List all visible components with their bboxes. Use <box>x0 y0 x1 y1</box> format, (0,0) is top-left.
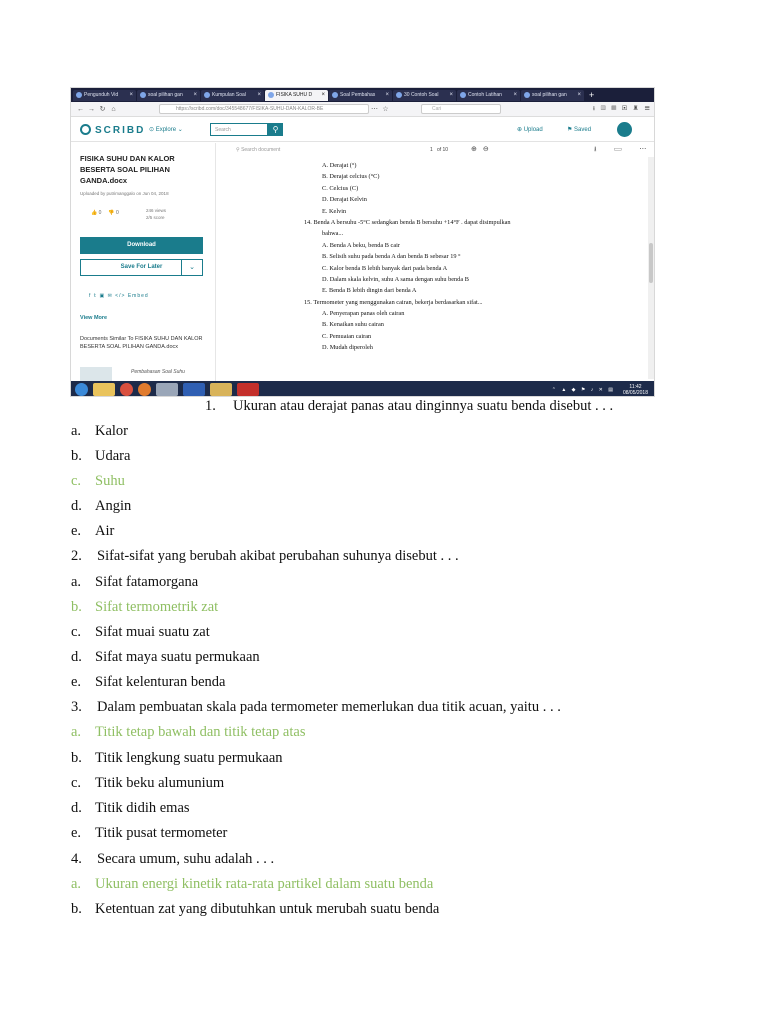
document-stats: 246 views 2/5 score <box>146 208 167 220</box>
uploader-info: Uploaded by putrimanggalo on Jun 04, 2018 <box>80 191 169 196</box>
answer-option <box>71 422 128 440</box>
save-for-later-button[interactable]: Save For Later <box>80 259 203 276</box>
document-line: C. Pemuaian cairan <box>322 332 372 340</box>
document-line: A. Penyerapan panas oleh cairan <box>322 310 405 318</box>
question-text: Sifat-sifat yang berubah akibat perubahan suhunya disebut . . . <box>97 548 459 564</box>
chevron-down-icon[interactable]: ⌄ <box>181 259 203 276</box>
browser-search-input[interactable]: Cari <box>421 104 501 114</box>
question <box>71 698 561 716</box>
search-input[interactable]: Search <box>210 123 268 136</box>
document-line: B. Selisih suhu pada benda A dan benda B sebesar 19 ° <box>322 253 461 261</box>
search-icon[interactable]: ⚲ <box>268 123 283 136</box>
option-letter: b. <box>71 901 82 917</box>
option-text: Titik tetap bawah dan titik tetap atas <box>95 724 306 740</box>
option-text: Titik lengkung suatu permukaan <box>95 750 283 766</box>
reload-icon[interactable]: ↻ <box>99 106 106 113</box>
zoom-icons[interactable]: ⊕⊖ <box>471 146 495 153</box>
option-letter: e. <box>71 674 82 690</box>
option-text: Sifat muai suatu zat <box>95 624 210 640</box>
option-letter: c. <box>71 775 82 791</box>
tab-label: Kumpulan Soal <box>212 92 246 98</box>
option-text: Kalor <box>95 423 129 439</box>
close-icon[interactable]: × <box>257 92 261 98</box>
question-text: Dalam pembuatan skala pada termometer memerlukan dua titik acuan, yaitu . . . <box>97 699 561 715</box>
forward-arrow-icon[interactable]: → <box>88 105 95 113</box>
question-number: 4. <box>71 851 82 867</box>
tab-label: soal pilihan gan <box>532 92 567 98</box>
option-letter: b. <box>71 448 82 464</box>
address-bar[interactable]: https://scribd.com/doc/345548677/FISIKA-SUHU-DAN-KALOR-BE <box>159 104 369 114</box>
option-letter: e. <box>71 523 82 539</box>
document-line: D. Derajat Kelvin <box>322 196 367 204</box>
close-icon[interactable]: × <box>385 92 389 98</box>
share-links[interactable]: f 𝕥 ▣ ✉ </> Embed <box>89 293 149 299</box>
question <box>71 547 459 565</box>
download-button[interactable]: Download <box>80 237 203 254</box>
tab-label: Pengunduh Vid <box>84 92 119 98</box>
tray-icons[interactable]: ⌃ ▲ ◆ ⚑ ♪ ✕ ▤ <box>551 386 615 393</box>
answer-option <box>71 623 210 641</box>
answer-option <box>71 824 227 842</box>
close-icon[interactable]: × <box>321 92 325 98</box>
new-tab-button[interactable]: + <box>589 90 595 100</box>
option-text: Titik didih emas <box>95 800 190 816</box>
option-letter: c. <box>71 473 82 489</box>
tab-label: soal pilihan gan <box>148 92 183 98</box>
download-icon[interactable]: ⭳ ▭ ⋯ <box>594 146 655 153</box>
option-letter: a. <box>71 423 82 439</box>
document-line: 15. Termometer yang menggunakan cairan, bekerja berdasarkan sifat... <box>304 298 483 306</box>
document-line: A. Derajat (°) <box>322 162 357 169</box>
option-text: Udara <box>95 448 131 464</box>
answer-option <box>71 598 218 616</box>
question-number: 1. <box>205 398 216 414</box>
option-text: Titik beku alumunium <box>95 775 225 791</box>
close-icon[interactable]: × <box>577 92 581 98</box>
question-text: Ukuran atau derajat panas atau dinginnya suatu benda disebut . . . <box>233 398 614 414</box>
option-text: Sifat kelenturan benda <box>95 674 226 690</box>
answer-option <box>71 723 305 741</box>
document-title: FISIKA SUHU DAN KALOR BESERTA SOAL PILIHAN GANDA.docx <box>80 154 175 185</box>
answer-option <box>71 497 131 515</box>
option-letter: a. <box>71 724 82 740</box>
tab-label: FISIKA SUHU D <box>276 92 313 98</box>
option-letter: d. <box>71 649 82 665</box>
document-line: E. Kelvin <box>322 207 347 215</box>
back-arrow-icon[interactable]: ← <box>77 105 84 113</box>
answer-option <box>71 447 130 465</box>
question <box>205 397 613 415</box>
option-letter: b. <box>71 599 82 615</box>
close-icon[interactable]: × <box>449 92 453 98</box>
tab-label: Soal Pembahas <box>340 92 376 98</box>
home-icon[interactable]: ⌂ <box>111 105 116 113</box>
option-letter: c. <box>71 624 82 640</box>
question <box>71 850 274 868</box>
option-text: Titik pusat termometer <box>95 825 228 841</box>
upload-button[interactable]: ⊕ Upload <box>517 127 543 133</box>
answer-option <box>71 648 260 666</box>
answer-option <box>71 472 125 490</box>
option-text: Ukuran energi kinetik rata-rata partikel dalam suatu benda <box>95 876 434 892</box>
option-text: Air <box>95 523 115 539</box>
option-text: Ketentuan zat yang dibutuhkan untuk merubah suatu benda <box>95 901 440 917</box>
answer-option <box>71 673 225 691</box>
option-text: Sifat fatamorgana <box>95 574 199 590</box>
close-icon[interactable]: × <box>513 92 517 98</box>
option-text: Angin <box>95 498 132 514</box>
more-icon[interactable]: ⋯ <box>371 106 378 113</box>
option-letter: b. <box>71 750 82 766</box>
similar-document-title[interactable]: Pembahasan Soal Suhu <box>131 369 185 375</box>
option-letter: d. <box>71 498 82 514</box>
option-letter: d. <box>71 800 82 816</box>
answer-option <box>71 875 433 893</box>
close-icon[interactable]: × <box>193 92 197 98</box>
scribd-logo[interactable]: SCRIBD <box>80 124 145 136</box>
option-text: Sifat maya suatu permukaan <box>95 649 260 665</box>
document-line: B. Derajat celcius (°C) <box>322 173 380 181</box>
answer-option <box>71 799 190 817</box>
question-text: Secara umum, suhu adalah . . . <box>97 851 275 867</box>
rating-buttons[interactable]: 👍 0 👎 0 <box>91 210 119 216</box>
option-letter: a. <box>71 574 82 590</box>
document-line: A. Benda A beku, benda B cair <box>322 241 400 249</box>
option-text: Suhu <box>95 473 125 489</box>
answer-option <box>71 774 224 792</box>
document-line: B. Kenaikan suhu cairan <box>322 321 384 329</box>
tab-label: Contoh Latihan <box>468 92 502 98</box>
option-text: Sifat termometrik zat <box>95 599 219 615</box>
option-letter: a. <box>71 876 82 892</box>
document-line: D. Mudah diperoleh <box>322 344 373 352</box>
answer-option <box>71 522 114 540</box>
explore-menu[interactable]: ⊙ Explore ⌄ <box>149 127 183 133</box>
document-search-input[interactable]: ⚲ Search document <box>236 147 281 153</box>
close-icon[interactable]: × <box>129 92 133 98</box>
thumbs-up-icon[interactable]: 👍 <box>91 210 98 216</box>
tab-label: 30 Contoh Soal <box>404 92 439 98</box>
document-line: bahwa... <box>322 230 344 238</box>
answer-option <box>71 900 439 918</box>
document-line: E. Benda B lebih dingin dari benda A <box>322 287 417 295</box>
clock[interactable]: 11:42 08/05/2018 <box>622 383 648 396</box>
page-indicator[interactable]: 1 of 10 <box>430 147 449 153</box>
toolbar-icons[interactable]: ⭳ ▥ ▦ ▣ ♜ ☰ <box>592 106 652 112</box>
saved-button[interactable]: ⚑ Saved <box>567 127 592 133</box>
document-line: 14. Benda A bersuhu -5°C sedangkan benda B bersuhu +14°F . dapat disimpulkan <box>304 218 511 226</box>
thumbs-down-icon[interactable]: 👎 <box>108 210 115 216</box>
option-letter: e. <box>71 825 82 841</box>
similar-documents-heading: Documents Similar To FISIKA SUHU DAN KALOR BESERTA SOAL PILIHAN GANDA.docx <box>80 336 203 350</box>
question-number: 3. <box>71 699 82 715</box>
answer-option <box>71 573 198 591</box>
view-more-link[interactable]: View More <box>80 315 108 321</box>
document-line: C. Celcius (C) <box>322 184 359 192</box>
document-line: D. Dalam skala kelvin, suhu A sama dengan suhu benda B <box>322 275 469 283</box>
question-number: 2. <box>71 548 82 564</box>
document-line: C. Kalor benda B lebih banyak dari pada benda A <box>322 264 448 272</box>
bookmark-star-icon[interactable]: ☆ <box>382 106 389 113</box>
answer-option <box>71 749 283 767</box>
